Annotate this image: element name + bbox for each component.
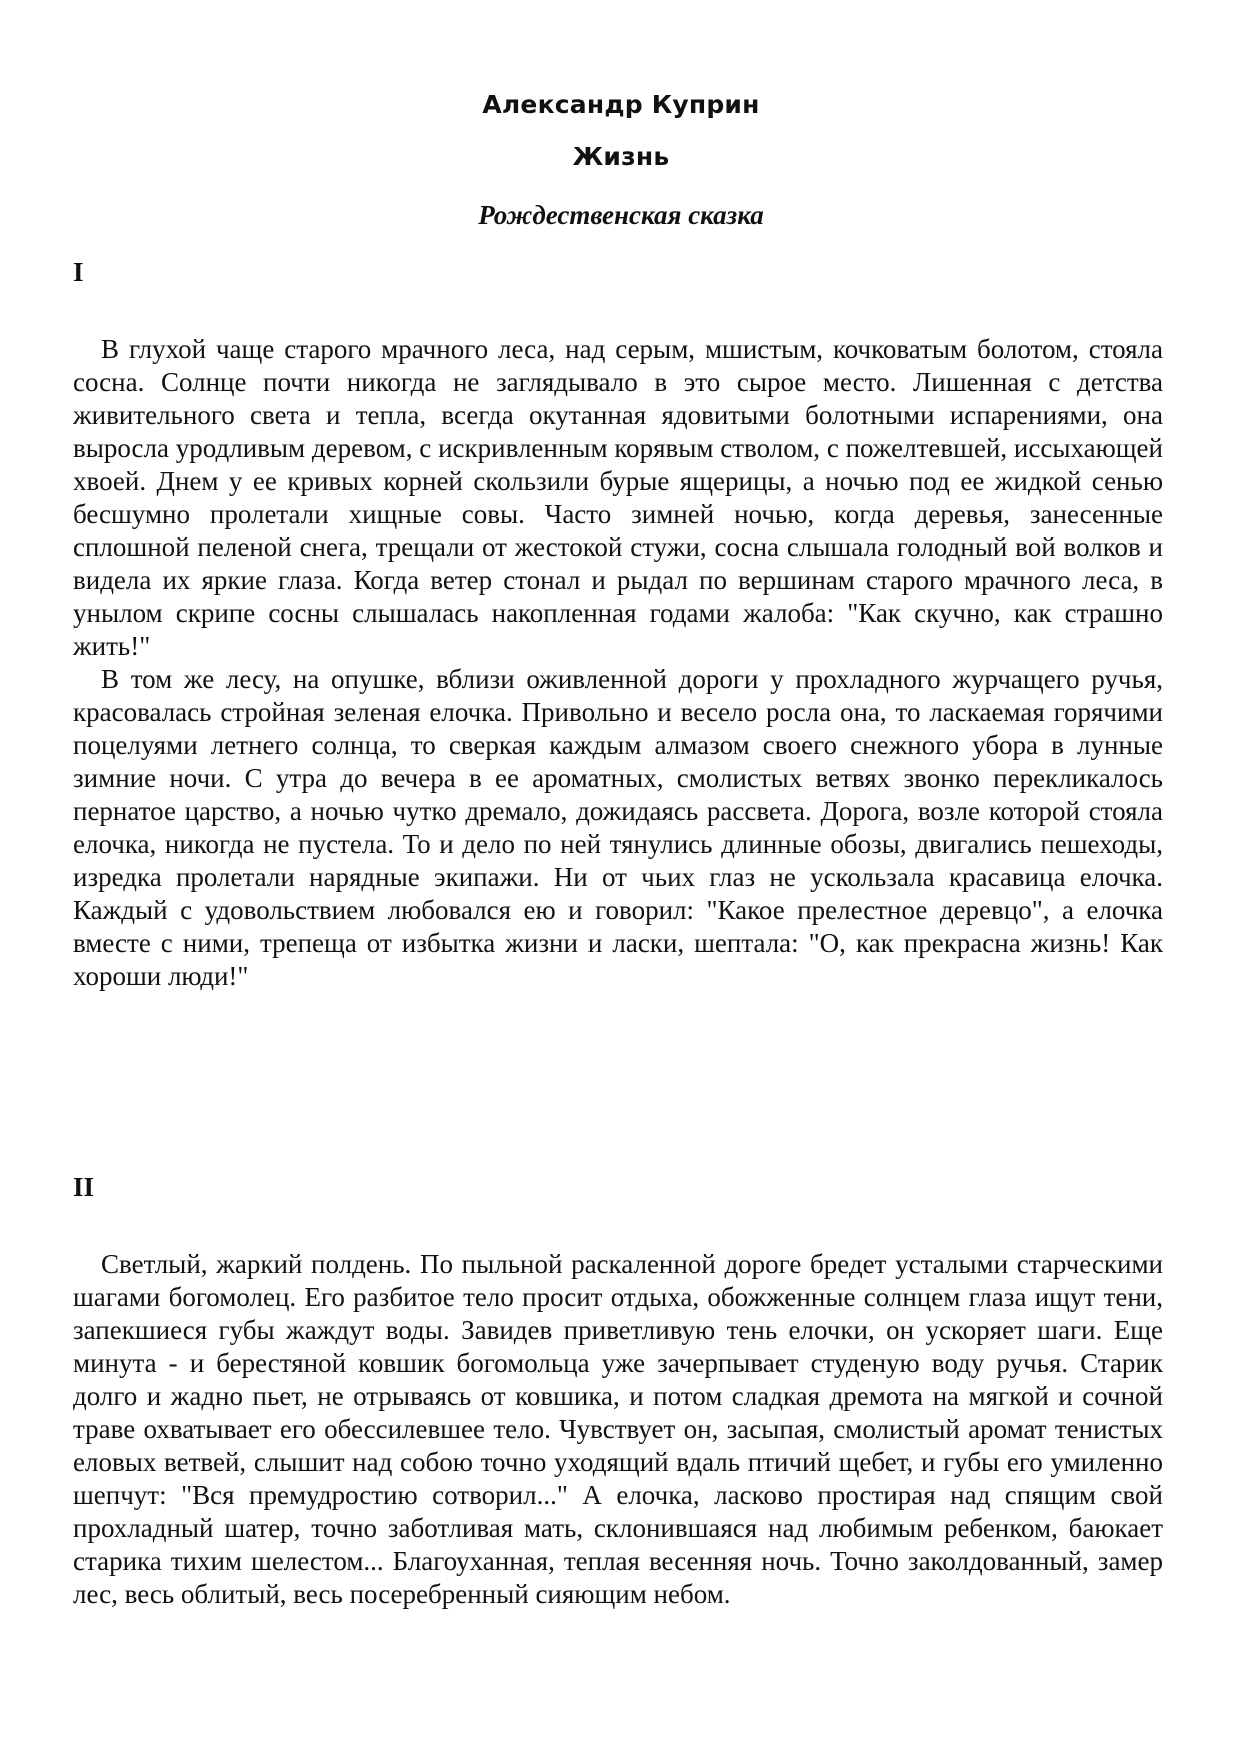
section-body — [73, 333, 1163, 993]
paragraph: Светлый, жаркий полдень. По пыльной раскаленной дороге бредет усталыми старческими шагами богомолец. Его разбитое тело просит отдыха, обожженные солнцем глаза ищут тени, запекшиеся губы жаждут воды. Завидев приветливую тень елочки, он ускоряет шаги. Еще минута - и берестяной ковшик богомольца уже зачерпывает студеную воду ручья. Старик долго и жадно пьет, не отрываясь от ковшика, и потом сладкая дремота на мягкой и сочной траве охватывает его обессилевшее тело. Чувствует он, засыпая, смолистый аромат тенистых еловых ветвей, слышит над собою точно уходящий вдаль птичий щебет, и губы его умиленно шепчут: "Вся премудростию сотворил..." А елочка, ласково простирая над спящим свой прохладный шатер, точно заботливая мать, склонившаяся над любимым ребенком, баюкает старика тихим шелестом... Благоуханная, теплая весенняя ночь. Точно заколдованный, замер лес, весь облитый, весь посеребренный сияющим небом. — [73, 1249, 1163, 1609]
paragraph: В том же лесу, на опушке, вблизи оживленной дороги у прохладного журчащего ручья, красовалась стройная зеленая елочка. Привольно и весело росла она, то ласкаемая горячими поцелуями летнего солнца, то сверкая каждым алмазом своего снежного убора в лунные зимние ночи. С утра до вечера в ее ароматных, смолистых ветвях звонко перекликалось пернатое царство, а ночью чутко дремало, дожидаясь рассвета. Дорога, возле которой стояла елочка, никогда не пустела. То и дело по ней тянулись длинные обозы, двигались пешеходы, изредка пролетали нарядные экипажи. Ни от чьих глаз не ускользала красавица елочка. Каждый с удовольствием любовался ею и говорил: "Какое прелестное деревцо", а елочка вместе с ними, трепеща от избытка жизни и ласки, шептала: "О, как прекрасна жизнь! Как хороши люди!" — [73, 664, 1163, 991]
section-body — [73, 1248, 1163, 1611]
section-number: I — [73, 257, 84, 287]
story-title: Жизнь — [572, 142, 670, 171]
paragraph: В глухой чаще старого мрачного леса, над серым, мшистым, кочковатым болотом, стояла сосна. Солнце почти никогда не заглядывало в это сырое место. Лишенная с детства живительного света и тепла, всегда окутанная ядовитыми болотными испарениями, она выросла уродливым деревом, с искривленным корявым стволом, с пожелтевшей, иссыхающей хвоей. Днем у ее кривых корней скользили бурые ящерицы, а ночью под ее жидкой сенью бесшумно пролетали хищные совы. Часто зимней ночью, когда деревья, занесенные сплошной пеленой снега, трещали от жестокой стужи, сосна слышала голодный вой волков и видела их яркие глаза. Когда ветер стонал и рыдал по вершинам старого мрачного леса, в унылом скрипе сосны слышалась накопленная годами жалоба: "Как скучно, как страшно жить!" — [73, 334, 1163, 661]
story-subtitle: Рождественская сказка — [478, 200, 764, 230]
author-name: Александр Куприн — [482, 90, 760, 119]
section-number: II — [73, 1172, 95, 1202]
